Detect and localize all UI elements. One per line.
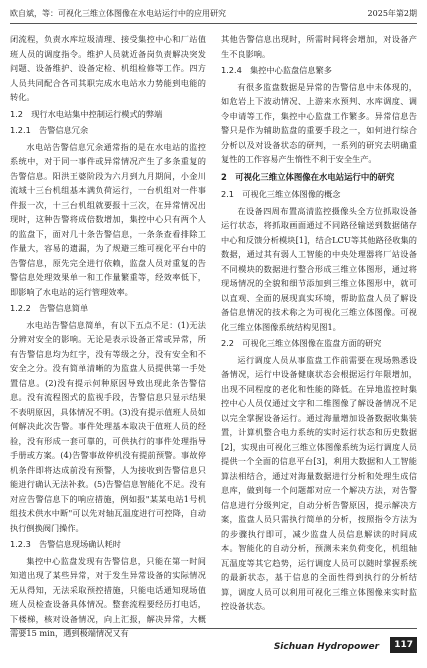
subsection-heading: 2.2 可视化三维立体图像在监盘方面的研究 [221,338,382,348]
paragraph: 水电站告警信息冗余通常指的是在水电站的监控系统中，对于同一事件或异常情况产生了多条重复的告警信息。阳洪王婆阶段为六月到九月期间，小金川流域十三台机组基本满负荷运行，一台机组对一件事件报一次，十三台机组就要报十三次，在异常情况出现时，这种告警将成倍数增加，集控中心只有两个人的监盘下，面对几十条告警信息，一条条查看排除工作量大，容易的遗漏，为了规避三维可视化平台中的告警信息，原先完全进行依赖，监盘人员对重复的告警信息处理效果单一和工作量繁重等，经效率低下，即影响了水电站的运行管理效率。 [10,141,206,297]
paragraph: 运行调度人员从事监盘工作前需要在现场熟悉设备情况，运行中设备健康状态会根据运行年限增加，出现不同程度的老化和性能的降低。在异地监控时集控中心人员仅通过文字和二维图像了解设备情况不足以完全掌握设备运行。通过海量增加设备数据收集装置，计算机整合电力系统的实时运行状态和历史数据[2]，实现由可视化三维立体图像系统为运行调度人员提供一个全面的信息平台[3]，利用大数据和人工智能算法相结合，通过对海量数据进行分析和处理生成信息库，做到每一个问题都对应一个解决方法，对告警信息进行分级判定，自动分析告警原因，提示解决方案，监盘人员只需执行简单的分析，按照指令方法为的步骤执行即可，减少监盘人员信息解读的时间成本。智能化的自动分析，预测未来负荷变化，机组轴瓦温度等其它趋势，运行调度人员可以随时掌握系统的最新状态，基于信息的全面性得到执行的分析结算，调度人员可以利用可视化三维立体图像来实时监控设备状态。 [221,354,417,611]
paragraph: 集控中心监盘发现有告警信息，只能在第一时间知道出现了某些异常，对于发生异常设备的实际情况无从得知，无法采取预控措施，只能电话通知现场值班人员检查设备具体情况。整套流程要经历打电话，下楼梯，核对设备情况，向上汇报，解决异常，大概需要15 min，遇到极端情况又有 [10,555,206,638]
page-number: 117 [390,637,417,653]
header-issue: 2025年第2期 [367,9,417,18]
section-heading: 2 可视化三维立体图像在水电站运行中的研究 [221,171,395,182]
subsection-heading: 1.2.1 告警信息冗余 [10,125,89,135]
paragraph: 闭流程，负责水库垃圾清理、接受集控中心和厂站值班人员的调度指令。维护人员就近备岗负责解决突发问题、设备维护、设备定检、机组检修等工作。四方人员共同配合各司其职完成水电站水力势能到电能的转化。 [10,34,206,102]
left-column [10,32,206,638]
paragraph: 在设备四周布置高清监控摄像头全方位抓取设备运行状态，将抓取画面通过不同路径输送到数据储存中心和反馈分析模块[1]，结合LCU等其他路径收集的数据，通过其有弱人工智能的中央处理器将厂站设备不同模块的数据进行整合形成三维立体图形，通过将现场情况的全貌和细节添加到三维立体图形中，就可以直观、全面的展现真实环境，帮助监盘人员了解设备信息情况的技术称之为可视化三维立体图像。可视化三维立体图像系统结构见图1。 [221,205,417,332]
journal-name: Sichuan Hydropower [273,642,380,652]
header-rule [10,23,417,24]
subsection-heading: 1.2.3 告警信息现场确认耗时 [10,539,121,549]
paragraph: 水电站告警信息简单，有以下五点不足：(1)无法分辨对安全的影响。无论是表示设备正常或异常，所有告警信息均为红字，没有等级之分，没有安全和不安全之分。没有简单清晰的为监盘人员提供第一手处置信息。(2)没有提示何种原因导致出现此条告警信息。没有流程图式的监视手段，告警信息只显示结果不表明原因，具体情况不明。(3)没有提示值班人员如何解决此次告警。事件处理基本取决于值班人员的经验，没有形成一套可靠的，可供执行的事件处理指导手册或方案。(4)告警事故停机没有提前预警。事故停机条件即将达成前没有预警，人为接收到告警信息只能进行确认无法补救。(5)告警信息智能化不足。没有对应告警信息下的响应措施，例如报"某某电站1号机组技术供水中断"可以先对轴瓦温度进行可控降，自动执行倒换阀门操作。 [10,319,206,533]
header-authors-title: 欧自斌，等：可视化三维立体图像在水电站运行中的应用研究 [10,9,226,18]
subsection-heading: 1.2.2 告警信息简单 [10,303,89,313]
right-column [221,32,417,624]
paragraph: 有很多监盘数据是异常的告警信息中未体现的，如危岩上下波动情况、上游来水预判、水库调度、调令申请等工作，集控中心监盘工作繁多。异常信息告警只是作为辅助监盘的重要手段之一，如何进行综合分析以及对设备状态的研判，一系列的研究去明确重复性的工作容易产生惰性不利于安全生产。 [221,81,417,164]
subsection-heading: 2.1 可视化三维立体图像的概念 [221,189,341,199]
page-footer [274,634,417,652]
section-heading: 1.2 现行水电站集中控制运行模式的弊端 [10,108,163,119]
footer-rule [10,628,417,629]
subsection-heading: 1.2.4 集控中心监盘信息繁多 [221,65,332,75]
running-header [10,7,417,21]
paragraph: 其他告警信息出现时，所需时间将会增加，对设备产生不良影响。 [221,34,417,59]
